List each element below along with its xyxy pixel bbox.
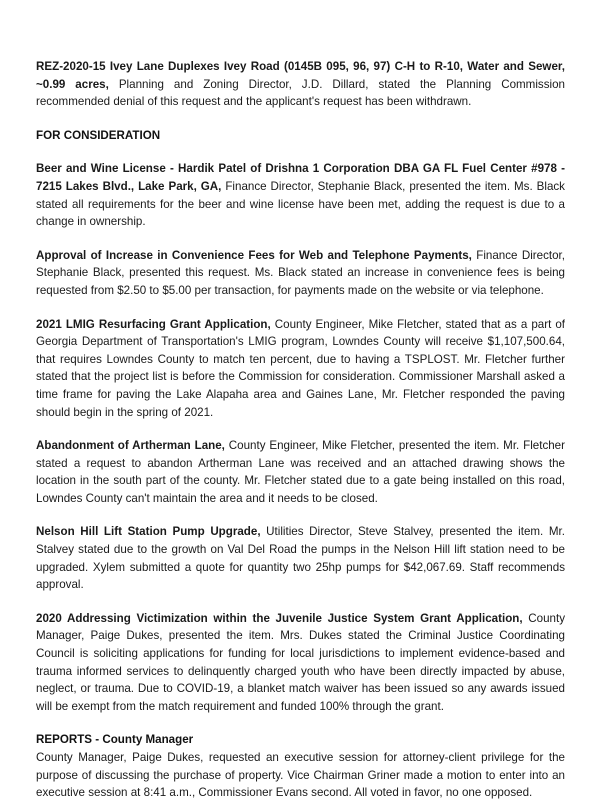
juvenile-justice-item-body: County Manager, Paige Dukes, presented the item. Mrs. Dukes stated the Criminal Justice Coordinating Council is soliciting applications for funding for local jurisdictions to implement evidence-based and trauma informed services to delinquently charged youth who have been directly impacted by abuse, neglect, or trauma. Due to COVID-19, a blanket match waiver has been issued so any awards issued will be exempt from the match requirement and funded 100% through the grant. bbox=[36, 611, 565, 713]
paragraph-juvenile-justice-grant bbox=[36, 610, 565, 716]
heading-reports-county-manager: REPORTS - County Manager bbox=[36, 733, 194, 747]
nelson-hill-item-lead: Nelson Hill Lift Station Pump Upgrade, bbox=[36, 525, 261, 539]
abandonment-item-body: County Engineer, Mike Fletcher, presented the item. Mr. Fletcher stated a request to abandon Artherman Lane was received and an attached drawing shows the location in the south part of the county. Mr. Fletcher stated due to a gate being installed on this road, Lowndes County can't maintain the area and it needs to be closed. bbox=[36, 439, 565, 505]
lmig-item-lead: 2021 LMIG Resurfacing Grant Application, bbox=[36, 317, 271, 331]
heading-for-consideration: FOR CONSIDERATION bbox=[36, 128, 161, 142]
rezoning-item-lead: REZ-2020-15 Ivey Lane Duplexes Ivey Road (0145B 095, 96, 97) C-H to R-10, Water and Sewer, ~0.99 acres, bbox=[36, 60, 565, 91]
paragraph-convenience-fees bbox=[36, 247, 565, 300]
paragraph-lmig-grant bbox=[36, 316, 565, 422]
paragraph-nelson-hill-pump-upgrade bbox=[36, 523, 565, 593]
document-body bbox=[36, 58, 565, 802]
beer-wine-item-lead: Beer and Wine License - Hardik Patel of Drishna 1 Corporation DBA GA FL Fuel Center #978 - 7215 Lakes Blvd., Lake Park, GA, bbox=[36, 162, 565, 193]
beer-wine-item-body: Finance Director, Stephanie Black, presented the item. Ms. Black stated all requirements for the beer and wine license have been met, adding the request is due to a change in ownership. bbox=[36, 179, 565, 229]
convenience-fees-item-body: Finance Director, Stephanie Black, presented this request. Ms. Black stated an increase in convenience fees is being requested from $2.50 to $5.00 per transaction, for payments made on the website or via telephone. bbox=[36, 248, 565, 297]
lmig-item-body: County Engineer, Mike Fletcher, stated that as a part of Georgia Department of Transportation's LMIG program, Lowndes County will receive $1,107,500.64, that requires Lowndes County to match ten percent, due to having a TSPLOST. Mr. Fletcher further stated that the project list is before the Commission for consideration. Commissioner Marshall asked a time frame for paving the Lake Alapaha area and Gaines Lane, Mr. Fletcher responded the paving should begin in the spring of 2021. bbox=[36, 317, 565, 419]
abandonment-item-lead: Abandonment of Artherman Lane, bbox=[36, 439, 225, 453]
convenience-fees-item-lead: Approval of Increase in Convenience Fees for Web and Telephone Payments, bbox=[36, 248, 472, 262]
juvenile-justice-item-lead: 2020 Addressing Victimization within the Juvenile Justice System Grant Application, bbox=[36, 611, 523, 625]
paragraph-reports-body: County Manager, Paige Dukes, requested an executive session for attorney-client privilege for the purpose of discussing the purchase of property. Vice Chairman Griner made a motion to enter into an executive session at 8:41 a.m., Commissioner Evans second. All voted in favor, no one opposed. bbox=[36, 751, 565, 800]
paragraph-rezoning-item bbox=[36, 58, 565, 111]
rezoning-item-body: Planning and Zoning Director, J.D. Dillard, stated the Planning Commission recommended denial of this request and the applicant's request has been withdrawn. bbox=[36, 77, 565, 109]
paragraph-abandonment-artherman-lane bbox=[36, 437, 565, 507]
paragraph-beer-wine-license bbox=[36, 160, 565, 230]
nelson-hill-item-body: Utilities Director, Steve Stalvey, presented the item. Mr. Stalvey stated due to the growth on Val Del Road the pumps in the Nelson Hill lift station need to be upgraded. Xylem submitted a quote for quantity two 25hp pumps for $42,067.69. Staff recommends approval. bbox=[36, 525, 565, 592]
